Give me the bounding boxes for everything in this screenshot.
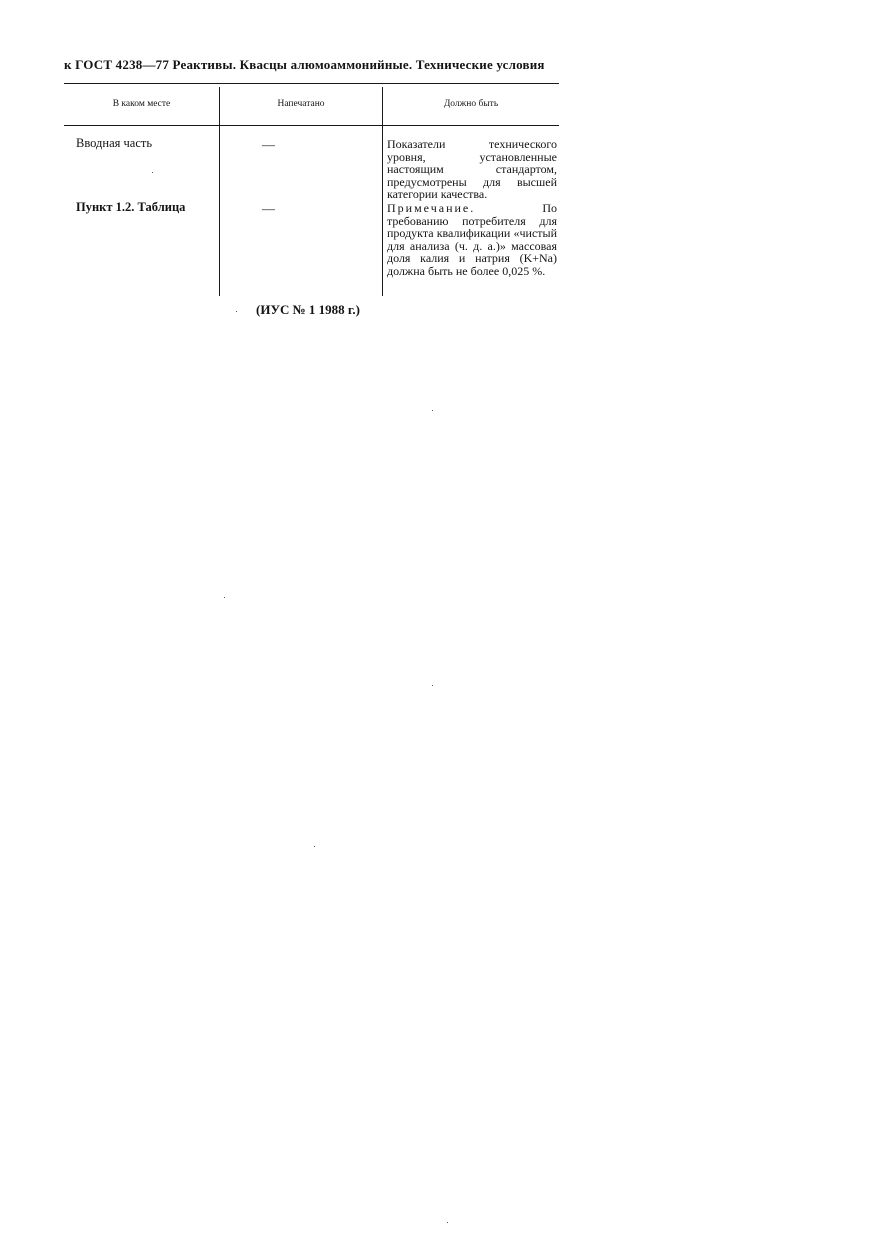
- column-header-printed: Напечатано: [277, 99, 325, 109]
- note-text: По требованию потребителя для продукта квалификации «чистый для анализа (ч. д. а.)» массовая доля калия и натрия (K+Na) должна быть не более 0,025 %.: [387, 201, 557, 278]
- column-divider-1: [219, 87, 220, 296]
- row-2-printed: —: [262, 201, 275, 216]
- note-label: Примечание.: [387, 201, 476, 215]
- page-header: к ГОСТ 4238—77 Реактивы. Квасцы алюмоаммонийные. Технические условия: [64, 57, 545, 72]
- table-header-rule: [64, 125, 559, 126]
- scan-speck: [432, 410, 433, 411]
- scan-speck: [314, 846, 315, 847]
- column-header-place: В каком месте: [112, 99, 171, 109]
- scan-speck: [236, 311, 237, 312]
- scan-speck: [432, 685, 433, 686]
- row-1-should-be: Показатели технического уровня, установленные настоящим стандартом, предусмотрены для высшей категории качества.: [387, 137, 557, 201]
- row-1-place: Вводная часть: [76, 136, 153, 150]
- scan-speck: [447, 1222, 448, 1223]
- row-2-place: Пункт 1.2. Таблица: [76, 200, 186, 214]
- table-top-rule: [64, 83, 559, 84]
- scan-speck: [224, 597, 225, 598]
- column-header-should-be: Должно быть: [443, 99, 499, 109]
- scan-speck: [152, 172, 153, 173]
- row-1-printed: —: [262, 137, 275, 152]
- row-2-should-be: [387, 202, 557, 277]
- footer-reference: (ИУС № 1 1988 г.): [256, 302, 360, 317]
- column-divider-2: [382, 87, 383, 296]
